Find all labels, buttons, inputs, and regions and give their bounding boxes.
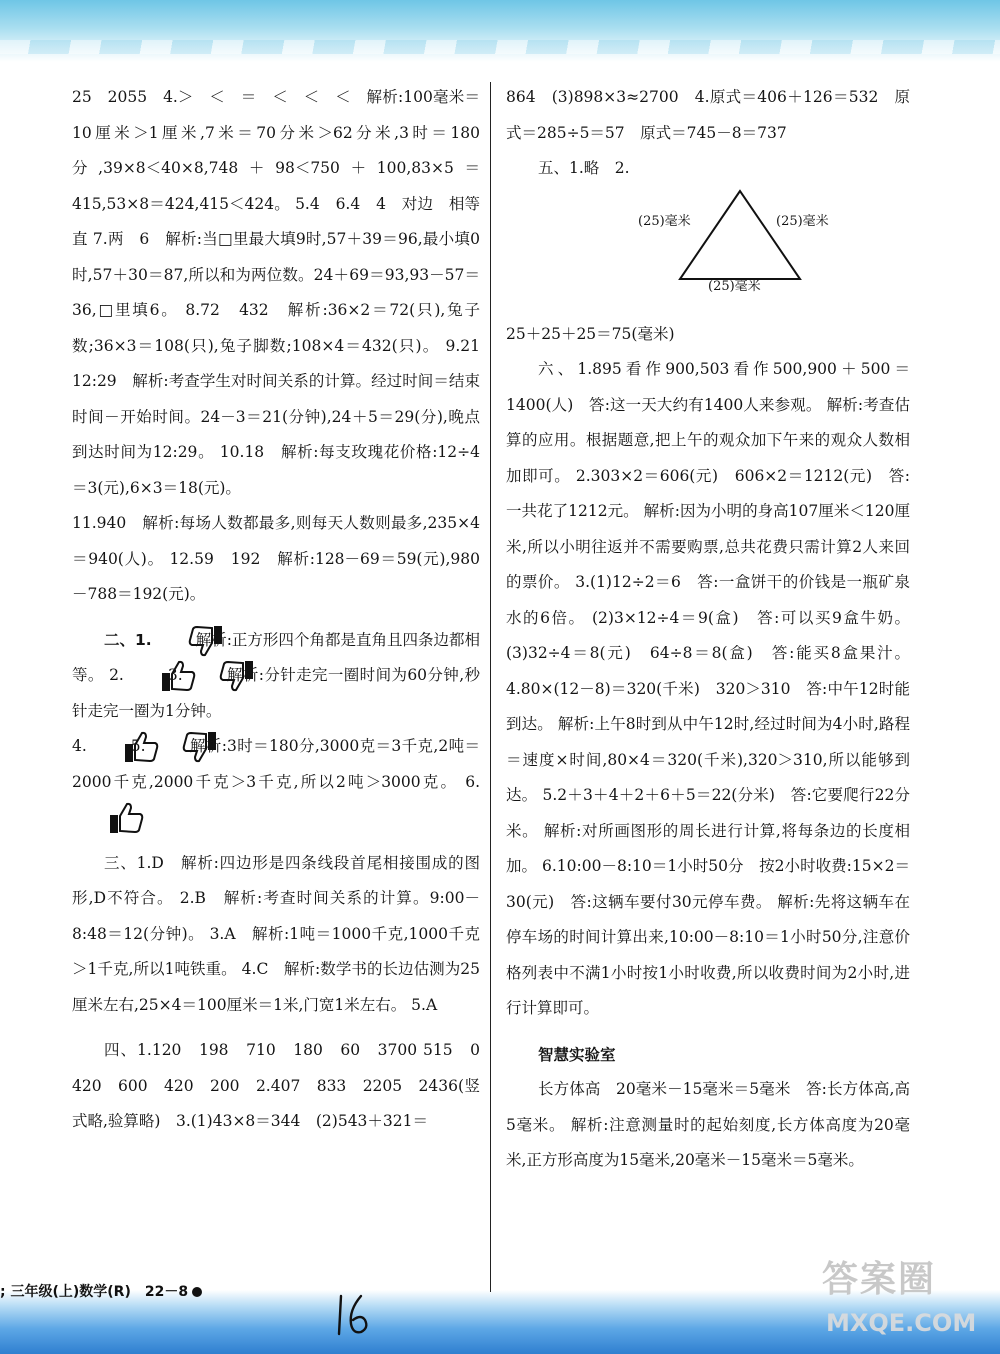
section-five-calc: 25＋25＋25＝75(毫米): [506, 324, 675, 343]
top-decorative-band: [0, 0, 1000, 62]
thumbs-up-icon: [76, 801, 112, 835]
footer-grade-label: [0, 1283, 202, 1301]
handwritten-page-number: [335, 1292, 375, 1338]
watermark: [808, 1258, 988, 1348]
triangle-label-right: (25)毫米: [776, 213, 829, 229]
section-three: 三、1.D 解析:四边形是四条线段首尾相接围成的图形,D不符合。 2.B 解析:考查时间关系的计算。9:00－8:48＝12(分钟)。 3.A 解析:1吨＝1000千克,1000千克＞1千克,所以1吨铁重。 4.C 解析:数学书的长边估测为25厘米左右,25×4＝100厘米＝1米,门宽1米左右。 5.A: [72, 853, 480, 1014]
thumbs-up-icon: [128, 659, 164, 693]
triangle-label-bottom: (25)毫米: [708, 278, 761, 294]
triangle-label-left: (25)毫米: [638, 213, 691, 229]
thumbs-up-icon: [91, 730, 127, 764]
left-column: [72, 80, 496, 1140]
section-two-text-6: 解析:3时＝180分,3000克＝3千克,2吨＝2000千克,2000千克＞3千克,所以2吨＞3000克。 6.: [72, 737, 480, 791]
section-two: [72, 623, 480, 836]
watermark-url-text: MXQE.COM: [826, 1309, 977, 1337]
section-two-text-5: 5.: [130, 737, 146, 755]
answer-block-11-12: 11.940 解析:每场人数都最多,则每天人数则最多,235×4＝940(人)。 12.59 192 解析:128－69＝59(元),980－788＝192(元)。: [72, 514, 480, 603]
section-two-text-1: 解析:正方形四个角都是直角且四条边都相等。 2.: [72, 630, 480, 684]
watermark-top-text: 答案圈: [822, 1259, 937, 1300]
thumbs-down-icon: [150, 730, 186, 764]
triangle-figure: [506, 187, 910, 317]
footer-text: ; 三年级(上)数学(R) 22－8: [0, 1284, 189, 1300]
section-four: 四、1.120 198 710 180 60 3700 515 0 420 600 420 200 2.407 833 2205 2436(竖式略,验算略) 3.(1)43×8＝344 (2)543＋321＝: [72, 1041, 496, 1130]
section-two-heading: 二、1.: [104, 630, 152, 649]
thumbs-down-icon: [187, 659, 223, 693]
section-two-text-3: 解析:分针走完一圈时间为60分钟,秒针走完一圈为1分钟。: [72, 666, 480, 720]
section-four-continued: 864 (3)898×3≈2700 4.原式＝406＋126＝532 原式＝285÷5＝57 原式＝745－8＝737: [506, 88, 910, 142]
section-six: 六、1.895看作900,503看作500,900＋500＝1400(人) 答:这一天大约有1400人来参观。 解析:考查估算的应用。根据题意,把上午的观众加下午来的观众人数相加即可。 2.303×2＝606(元) 606×2＝1212(元) 答:一共花了1212元。 解析:因为小明的身高107厘米＜120厘米,所以小明往返并不需要购票,总共花费只需计算2人来回的票价。 3.(1)12÷2＝6 答:一盒饼干的价钱是一瓶矿泉水的6倍。 (2)3×12÷4＝9(盒) 答:可以买9盒牛奶。 (3)32÷4＝8(元) 64÷8＝8(盒) 答:能买8盒果汁。 4.80×(12－8)＝320(千米) 320＞310 答:中午12时能到达。 解析:上午8时到从中午12时,经过时间为4小时,路程＝速度×时间,80×4＝320(千米),320＞310,所以能够到达。 5.2＋3＋4＋2＋6＋5＝22(分米) 答:它要爬行22分米。 解析:对所画图形的周长进行计算,将每条边的长度相加。 6.10:00－8:10＝1小时50分 按2小时收费:15×2＝30(元) 答:这辆车要付30元停车费。 解析:先将这辆车在停车场的时间计算出来,10:00－8:10＝1小时50分,注意价格列表中不满1小时按1小时收费,所以收费时间为2小时,进行计算即可。: [506, 360, 910, 1017]
section-two-text-4: 4.: [72, 737, 87, 755]
answer-block-1: 25 2055 4.＞ ＜ ＝ ＜ ＜ ＜ 解析:100毫米＝10厘米＞1厘米,7米＝70分米＞62分米,3时＝180分,39×8＜40×8,748＋98＜750＋100,83×5＝415,53×8＝424,415＜424。 5.4 6.4 4 对边 相等 直 7.两 6 解析:当□里最大填9时,57＋39＝96,最小填0时,57＋30＝87,所以和为两位数。24＋69＝93,93－57＝36,□里填6。 8.72 432 解析:36×2＝72(只),兔子数;36×3＝108(只),兔子脚数;108×4＝432(只)。 9.21 12:29 解析:考查学生对时间关系的计算。经过时间＝结束时间－开始时间。24－3＝21(分钟),24＋5＝29(分),晚点到达时间为12:29。 10.18 解析:每支玫瑰花价格:12÷4＝3(元),6×3＝18(元)。: [72, 88, 496, 497]
triangle-shape: [676, 187, 806, 287]
column-divider: [490, 82, 491, 1292]
thumbs-down-icon: [156, 624, 192, 658]
right-column: [506, 80, 910, 1179]
section-two-text-2: 3.: [167, 666, 183, 684]
lab-answer: 长方体高 20毫米－15毫米＝5毫米 答:长方体高,高5毫米。 解析:注意测量时的起始刻度,长方体高度为20毫米,正方形高度为15毫米,20毫米－15毫米＝5毫米。: [506, 1080, 910, 1169]
section-five-heading: 五、1.略 2.: [538, 159, 630, 177]
bullet-dot-icon: [192, 1287, 202, 1297]
lab-title: 智慧实验室: [538, 1044, 616, 1064]
